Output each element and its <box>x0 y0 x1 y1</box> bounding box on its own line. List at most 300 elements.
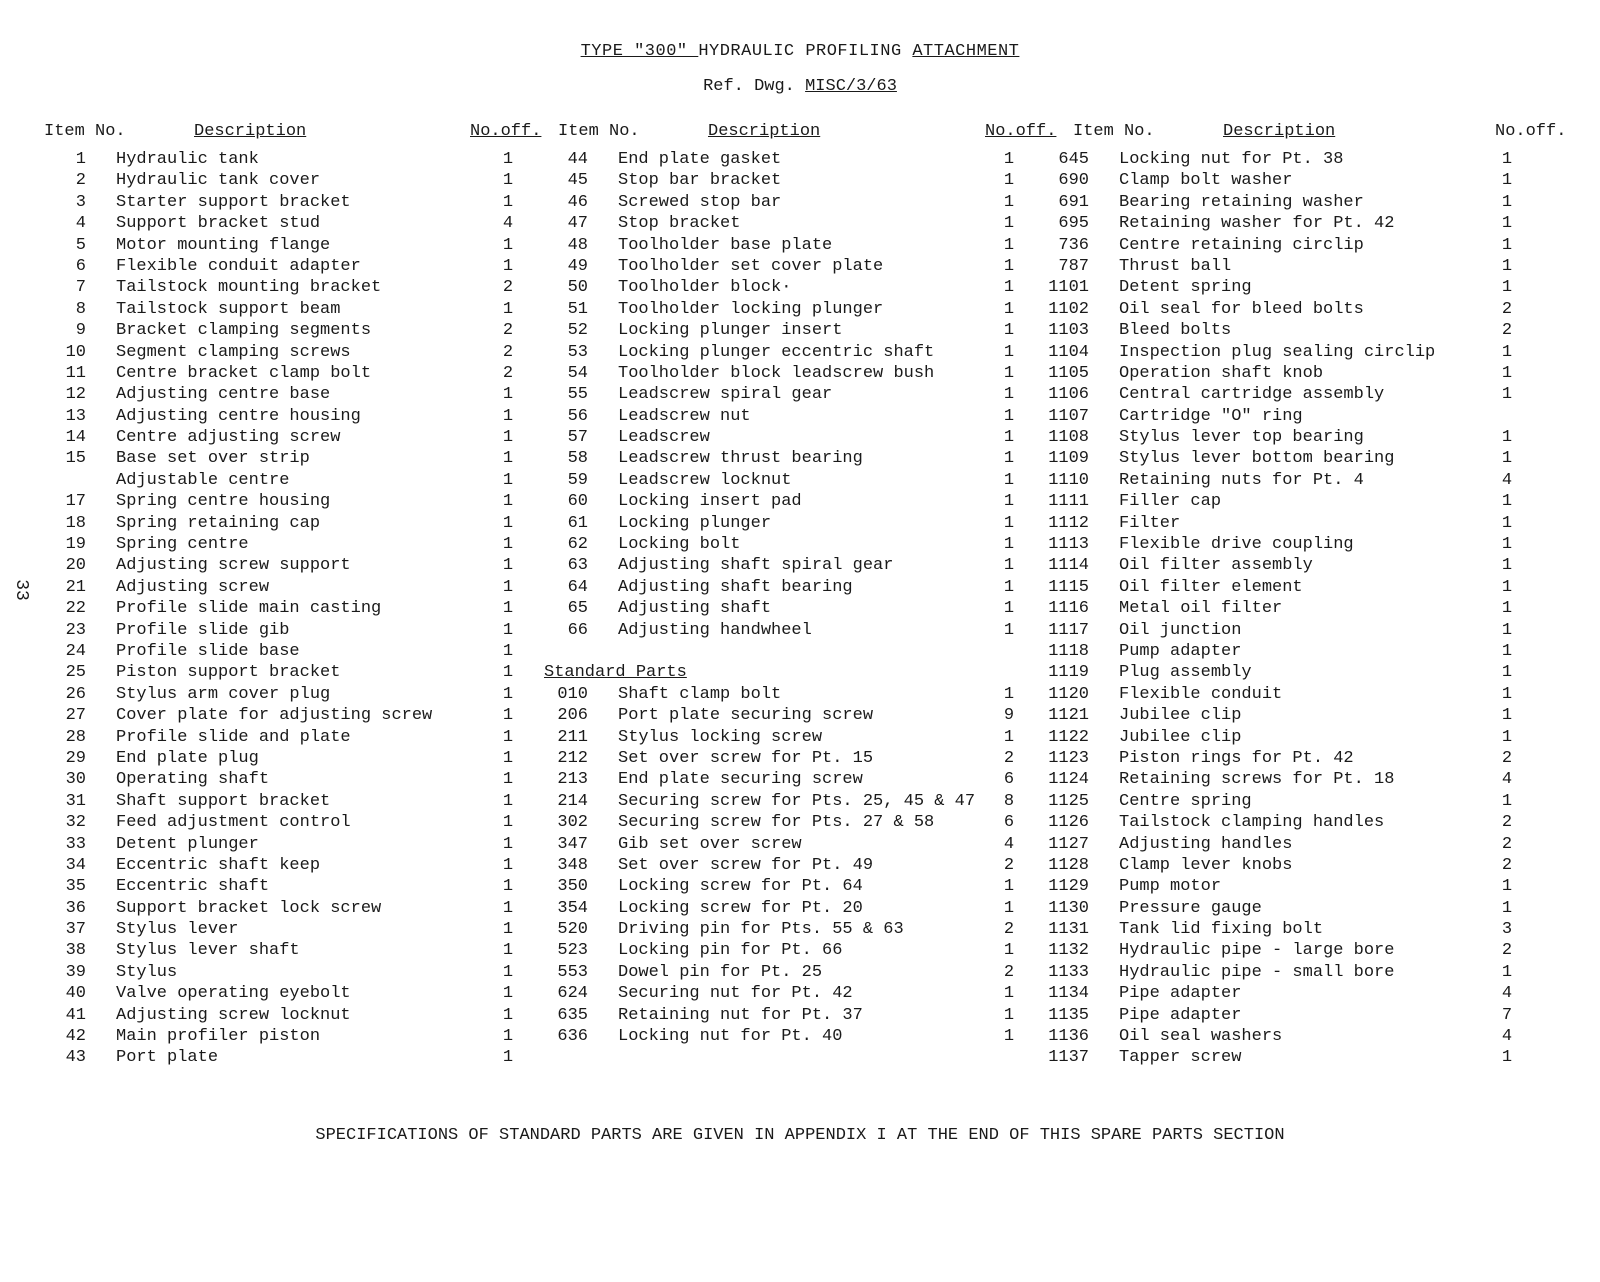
item-quantity: 1 <box>502 791 514 811</box>
no-off-header: No.off. <box>1495 122 1567 141</box>
item-description: Retaining washer for Pt. 42 <box>1119 214 1395 234</box>
item-quantity: 2 <box>1501 321 1513 341</box>
item-quantity: 1 <box>1501 278 1513 298</box>
list-item <box>985 984 1585 1005</box>
list-item <box>470 556 1030 577</box>
item-quantity: 1 <box>1501 663 1513 683</box>
item-description: Hydraulic pipe - small bore <box>1119 962 1395 982</box>
item-description: Locking bolt <box>618 535 741 555</box>
list-item <box>985 770 1585 791</box>
list-item <box>985 920 1585 941</box>
item-description: Retaining nut for Pt. 37 <box>618 1005 863 1025</box>
item-number: 56 <box>567 406 588 426</box>
item-number: 11 <box>65 363 86 383</box>
item-description: Profile slide and plate <box>116 727 351 747</box>
item-number: 8 <box>75 299 86 319</box>
item-quantity: 1 <box>1003 1027 1015 1047</box>
list-item <box>44 706 534 727</box>
item-quantity: 1 <box>502 577 514 597</box>
list-item <box>985 321 1585 342</box>
item-description: Adjusting screw locknut <box>116 1005 351 1025</box>
list-item <box>44 1048 534 1069</box>
list-item <box>470 300 1030 321</box>
item-description: Plug assembly <box>1119 663 1252 683</box>
item-quantity: 1 <box>1003 556 1015 576</box>
item-number: 32 <box>65 813 86 833</box>
item-quantity: 1 <box>502 192 514 212</box>
item-number: 1 <box>75 150 86 169</box>
item-description: Metal oil filter <box>1119 599 1283 619</box>
item-number: 695 <box>1058 214 1089 234</box>
item-quantity: 3 <box>1501 920 1513 940</box>
item-quantity: 1 <box>502 470 514 490</box>
list-item <box>985 642 1585 663</box>
item-quantity: 1 <box>1003 214 1015 234</box>
list-item <box>44 1027 534 1048</box>
item-quantity: 1 <box>502 813 514 833</box>
item-number: 19 <box>65 535 86 555</box>
list-item <box>470 899 1030 920</box>
list-item <box>44 385 534 406</box>
item-number: 10 <box>65 342 86 362</box>
item-description: Tank lid fixing bolt <box>1119 920 1324 940</box>
item-number: 523 <box>557 941 588 961</box>
item-description: Toolholder locking plunger <box>618 299 884 319</box>
item-number: 52 <box>567 321 588 341</box>
item-description: Shaft clamp bolt <box>618 684 782 704</box>
item-quantity: 7 <box>1501 1005 1513 1025</box>
item-description: Support bracket lock screw <box>116 898 382 918</box>
item-description: Central cartridge assembly <box>1119 385 1385 405</box>
list-item <box>44 300 534 321</box>
list-item <box>985 1048 1585 1069</box>
item-number: 354 <box>557 898 588 918</box>
column-header <box>985 118 1585 150</box>
list-item <box>470 449 1030 470</box>
item-description: Locking nut for Pt. 38 <box>1119 150 1344 169</box>
item-description: Bleed bolts <box>1119 321 1232 341</box>
item-description: Locking pin for Pt. 66 <box>618 941 843 961</box>
item-quantity: 1 <box>1501 962 1513 982</box>
item-quantity: 1 <box>1003 299 1015 319</box>
list-item <box>985 514 1585 535</box>
item-description: Spring centre <box>116 535 249 555</box>
list-item <box>985 685 1585 706</box>
item-quantity: 2 <box>1501 813 1513 833</box>
item-description: Locking nut for Pt. 40 <box>618 1027 843 1047</box>
item-number: 48 <box>567 235 588 255</box>
item-description: Locking plunger insert <box>618 321 843 341</box>
item-quantity: 1 <box>1003 235 1015 255</box>
item-number: 1104 <box>1048 342 1089 362</box>
item-description: Bearing retaining washer <box>1119 192 1364 212</box>
item-description: Stylus lever <box>116 920 239 940</box>
item-number: 21 <box>65 577 86 597</box>
item-description: Stylus lever bottom bearing <box>1119 449 1395 469</box>
list-item <box>44 556 534 577</box>
list-item <box>470 193 1030 214</box>
list-item <box>44 899 534 920</box>
item-quantity: 2 <box>1501 855 1513 875</box>
item-quantity: 1 <box>502 684 514 704</box>
list-item <box>44 364 534 385</box>
list-item <box>470 1006 1030 1027</box>
item-number: 645 <box>1058 150 1089 169</box>
list-item <box>470 364 1030 385</box>
list-item <box>985 1027 1585 1048</box>
item-description: Base set over strip <box>116 449 310 469</box>
list-item <box>470 813 1030 834</box>
item-number: 64 <box>567 577 588 597</box>
item-quantity: 1 <box>1501 641 1513 661</box>
item-quantity: 1 <box>1003 363 1015 383</box>
item-description: Adjusting handwheel <box>618 620 812 640</box>
item-number: 3 <box>75 192 86 212</box>
item-number: 66 <box>567 620 588 640</box>
item-number: 24 <box>65 641 86 661</box>
item-number: 61 <box>567 513 588 533</box>
item-quantity: 1 <box>502 920 514 940</box>
item-number: 62 <box>567 535 588 555</box>
item-description: Cover plate for adjusting screw <box>116 706 433 726</box>
item-quantity: 1 <box>502 962 514 982</box>
parts-list <box>44 150 534 1070</box>
item-quantity: 1 <box>1003 342 1015 362</box>
item-quantity: 1 <box>1501 1048 1513 1068</box>
item-description: Starter support bracket <box>116 192 351 212</box>
item-number: 54 <box>567 363 588 383</box>
item-quantity: 1 <box>1501 577 1513 597</box>
item-description: Stylus lever top bearing <box>1119 428 1364 448</box>
list-item <box>470 278 1030 299</box>
item-quantity: 1 <box>1501 877 1513 897</box>
item-description: Oil seal washers <box>1119 1027 1283 1047</box>
item-description: Stop bar bracket <box>618 171 782 191</box>
item-description: Pressure gauge <box>1119 898 1262 918</box>
footer-note: SPECIFICATIONS OF STANDARD PARTS ARE GIVEN IN APPENDIX I AT THE END OF THIS SPARE PARTS SECTION <box>315 1126 1285 1145</box>
item-quantity: 1 <box>502 150 514 169</box>
parts-list <box>470 150 1030 1048</box>
item-description: Hydraulic tank <box>116 150 259 169</box>
parts-column-3 <box>985 118 1585 1070</box>
item-description: Centre bracket clamp bolt <box>116 363 372 383</box>
item-description: Tailstock clamping handles <box>1119 813 1385 833</box>
item-description: Leadscrew spiral gear <box>618 385 833 405</box>
item-description: Support bracket stud <box>116 214 321 234</box>
list-item <box>470 321 1030 342</box>
item-quantity: 1 <box>502 1027 514 1047</box>
item-number: 520 <box>557 920 588 940</box>
list-item <box>44 278 534 299</box>
item-description: Port plate <box>116 1048 219 1068</box>
item-number: 1136 <box>1048 1027 1089 1047</box>
item-description: Oil junction <box>1119 620 1242 640</box>
item-number: 1118 <box>1048 641 1089 661</box>
item-quantity: 1 <box>502 1048 514 1068</box>
item-description: Toolholder set cover plate <box>618 256 884 276</box>
list-item <box>470 214 1030 235</box>
item-quantity: 4 <box>1501 1027 1513 1047</box>
item-description: Oil filter element <box>1119 577 1303 597</box>
item-description: Filter <box>1119 513 1181 533</box>
item-number: 55 <box>567 385 588 405</box>
item-description: Filler cap <box>1119 492 1222 512</box>
list-item <box>985 535 1585 556</box>
item-description: Retaining screws for Pt. 18 <box>1119 770 1395 790</box>
item-description: Operation shaft knob <box>1119 363 1324 383</box>
item-description: Clamp bolt washer <box>1119 171 1293 191</box>
item-number: 636 <box>557 1027 588 1047</box>
item-quantity: 2 <box>1501 748 1513 768</box>
item-quantity: 1 <box>502 941 514 961</box>
list-item <box>470 621 1030 642</box>
item-description: Toolholder block leadscrew bush <box>618 363 935 383</box>
item-quantity: 1 <box>1003 321 1015 341</box>
item-number: 348 <box>557 855 588 875</box>
item-description: Tapper screw <box>1119 1048 1242 1068</box>
item-number: 44 <box>567 150 588 169</box>
item-quantity: 1 <box>1003 684 1015 704</box>
list-item <box>44 663 534 684</box>
item-number: 31 <box>65 791 86 811</box>
item-number: 57 <box>567 428 588 448</box>
list-item <box>470 770 1030 791</box>
list-item <box>470 385 1030 406</box>
item-description: Centre adjusting screw <box>116 428 341 448</box>
page-number: 33 <box>10 579 31 601</box>
item-description: Flexible conduit adapter <box>116 256 361 276</box>
item-description: End plate plug <box>116 748 259 768</box>
item-number: 46 <box>567 192 588 212</box>
list-item <box>44 343 534 364</box>
item-description: Adjusting shaft bearing <box>618 577 853 597</box>
item-number: 1106 <box>1048 385 1089 405</box>
item-number: 1101 <box>1048 278 1089 298</box>
item-quantity: 1 <box>502 855 514 875</box>
item-number: 36 <box>65 898 86 918</box>
item-quantity: 8 <box>1003 791 1015 811</box>
item-number: 13 <box>65 406 86 426</box>
item-quantity: 1 <box>1003 428 1015 448</box>
item-description: Pipe adapter <box>1119 984 1242 1004</box>
list-item <box>470 599 1030 620</box>
item-number: 25 <box>65 663 86 683</box>
list-item <box>985 749 1585 770</box>
item-quantity: 1 <box>1003 256 1015 276</box>
item-quantity: 1 <box>502 385 514 405</box>
item-quantity: 1 <box>1003 941 1015 961</box>
list-item <box>44 621 534 642</box>
item-description: Adjusting screw support <box>116 556 351 576</box>
item-quantity: 1 <box>502 492 514 512</box>
item-description: Securing screw for Pts. 25, 45 & 47 <box>618 791 976 811</box>
item-number: 1116 <box>1048 599 1089 619</box>
list-item <box>985 364 1585 385</box>
list-item <box>44 856 534 877</box>
item-number: 14 <box>65 428 86 448</box>
item-quantity: 2 <box>1003 962 1015 982</box>
list-item <box>44 599 534 620</box>
item-quantity: 4 <box>1003 834 1015 854</box>
list-item <box>985 257 1585 278</box>
item-quantity: 1 <box>502 834 514 854</box>
item-number: 47 <box>567 214 588 234</box>
list-item <box>44 1006 534 1027</box>
item-description: Motor mounting flange <box>116 235 331 255</box>
list-item <box>44 407 534 428</box>
item-number: 1110 <box>1048 470 1089 490</box>
item-number: 59 <box>567 470 588 490</box>
item-quantity: 1 <box>1003 599 1015 619</box>
list-item <box>470 728 1030 749</box>
item-description: Shaft support bracket <box>116 791 331 811</box>
list-item <box>985 856 1585 877</box>
description-header: Description <box>194 122 307 141</box>
item-number: 22 <box>65 599 86 619</box>
item-quantity: 1 <box>502 984 514 1004</box>
item-description: Profile slide gib <box>116 620 290 640</box>
item-quantity: 1 <box>1003 171 1015 191</box>
item-number: 213 <box>557 770 588 790</box>
item-number: 1103 <box>1048 321 1089 341</box>
document-title: TYPE "300" HYDRAULIC PROFILING ATTACHMENT <box>580 42 1020 61</box>
list-item <box>470 792 1030 813</box>
item-quantity: 1 <box>502 428 514 448</box>
item-number: 28 <box>65 727 86 747</box>
item-quantity: 1 <box>1501 535 1513 555</box>
list-item <box>470 984 1030 1005</box>
item-description: Stylus arm cover plug <box>116 684 331 704</box>
item-quantity: 1 <box>1501 235 1513 255</box>
item-quantity: 1 <box>1501 556 1513 576</box>
list-item <box>44 471 534 492</box>
item-quantity: 1 <box>1501 727 1513 747</box>
item-number: 1111 <box>1048 492 1089 512</box>
item-number: 41 <box>65 1005 86 1025</box>
item-quantity: 1 <box>502 299 514 319</box>
item-description: Centre retaining circlip <box>1119 235 1364 255</box>
item-quantity: 1 <box>502 620 514 640</box>
item-quantity: 1 <box>502 449 514 469</box>
item-quantity: 1 <box>1003 620 1015 640</box>
section-heading-standard-parts: Standard Parts <box>544 663 687 683</box>
item-description: Adjustable centre <box>116 470 290 490</box>
list-item <box>44 193 534 214</box>
item-description: Main profiler piston <box>116 1027 321 1047</box>
list-item <box>985 556 1585 577</box>
item-quantity: 1 <box>502 748 514 768</box>
item-description: Adjusting centre housing <box>116 406 361 426</box>
item-description: End plate gasket <box>618 150 782 169</box>
list-item <box>44 214 534 235</box>
item-description: Locking plunger <box>618 513 772 533</box>
list-item <box>44 428 534 449</box>
list-item <box>470 856 1030 877</box>
item-quantity: 1 <box>1003 898 1015 918</box>
item-quantity: 2 <box>502 278 514 298</box>
item-number: 350 <box>557 877 588 897</box>
list-item <box>470 685 1030 706</box>
item-description: Locking plunger eccentric shaft <box>618 342 935 362</box>
list-item <box>44 770 534 791</box>
item-number: 1119 <box>1048 663 1089 683</box>
item-quantity: 1 <box>1501 171 1513 191</box>
list-item <box>470 963 1030 984</box>
item-quantity: 1 <box>1003 470 1015 490</box>
item-number: 1113 <box>1048 535 1089 555</box>
item-quantity: 1 <box>502 256 514 276</box>
list-item <box>470 492 1030 513</box>
item-number: 17 <box>65 492 86 512</box>
item-number: 1134 <box>1048 984 1089 1004</box>
item-number: 34 <box>65 855 86 875</box>
item-quantity: 4 <box>1501 770 1513 790</box>
list-item <box>985 428 1585 449</box>
item-number: 1125 <box>1048 791 1089 811</box>
item-description: Retaining nuts for Pt. 4 <box>1119 470 1364 490</box>
list-item <box>44 835 534 856</box>
list-item <box>44 813 534 834</box>
item-number: 1132 <box>1048 941 1089 961</box>
item-description: End plate securing screw <box>618 770 863 790</box>
list-item <box>470 514 1030 535</box>
item-quantity: 1 <box>502 406 514 426</box>
item-quantity: 1 <box>1501 385 1513 405</box>
item-number: 1114 <box>1048 556 1089 576</box>
item-number: 2 <box>75 171 86 191</box>
item-number: 26 <box>65 684 86 704</box>
item-number: 43 <box>65 1048 86 1068</box>
item-description: Oil seal for bleed bolts <box>1119 299 1364 319</box>
item-quantity: 1 <box>1501 791 1513 811</box>
item-description: Spring centre housing <box>116 492 331 512</box>
item-description: Stylus lever shaft <box>116 941 300 961</box>
list-item <box>44 236 534 257</box>
item-quantity: 1 <box>502 706 514 726</box>
item-number: 1130 <box>1048 898 1089 918</box>
item-description: Detent spring <box>1119 278 1252 298</box>
item-quantity: 1 <box>502 727 514 747</box>
item-number: 010 <box>557 684 588 704</box>
item-description: Gib set over screw <box>618 834 802 854</box>
list-item <box>985 236 1585 257</box>
item-number: 23 <box>65 620 86 640</box>
list-item <box>44 514 534 535</box>
item-description: Hydraulic pipe - large bore <box>1119 941 1395 961</box>
list-item <box>985 728 1585 749</box>
item-no-header: Item No. <box>558 122 640 141</box>
item-description: Piston support bracket <box>116 663 341 683</box>
item-quantity: 1 <box>1501 214 1513 234</box>
list-item <box>985 899 1585 920</box>
item-number: 18 <box>65 513 86 533</box>
item-no-header: Item No. <box>44 122 126 141</box>
list-item <box>44 492 534 513</box>
item-number: 1107 <box>1048 406 1089 426</box>
item-number: 6 <box>75 256 86 276</box>
item-quantity: 1 <box>502 513 514 533</box>
list-item <box>44 941 534 962</box>
item-number: 214 <box>557 791 588 811</box>
item-number: 12 <box>65 385 86 405</box>
item-quantity: 1 <box>1501 449 1513 469</box>
item-number: 635 <box>557 1005 588 1025</box>
item-quantity: 1 <box>502 898 514 918</box>
item-quantity: 1 <box>1003 150 1015 169</box>
item-quantity: 1 <box>1501 620 1513 640</box>
item-number: 1131 <box>1048 920 1089 940</box>
list-item <box>985 407 1585 428</box>
